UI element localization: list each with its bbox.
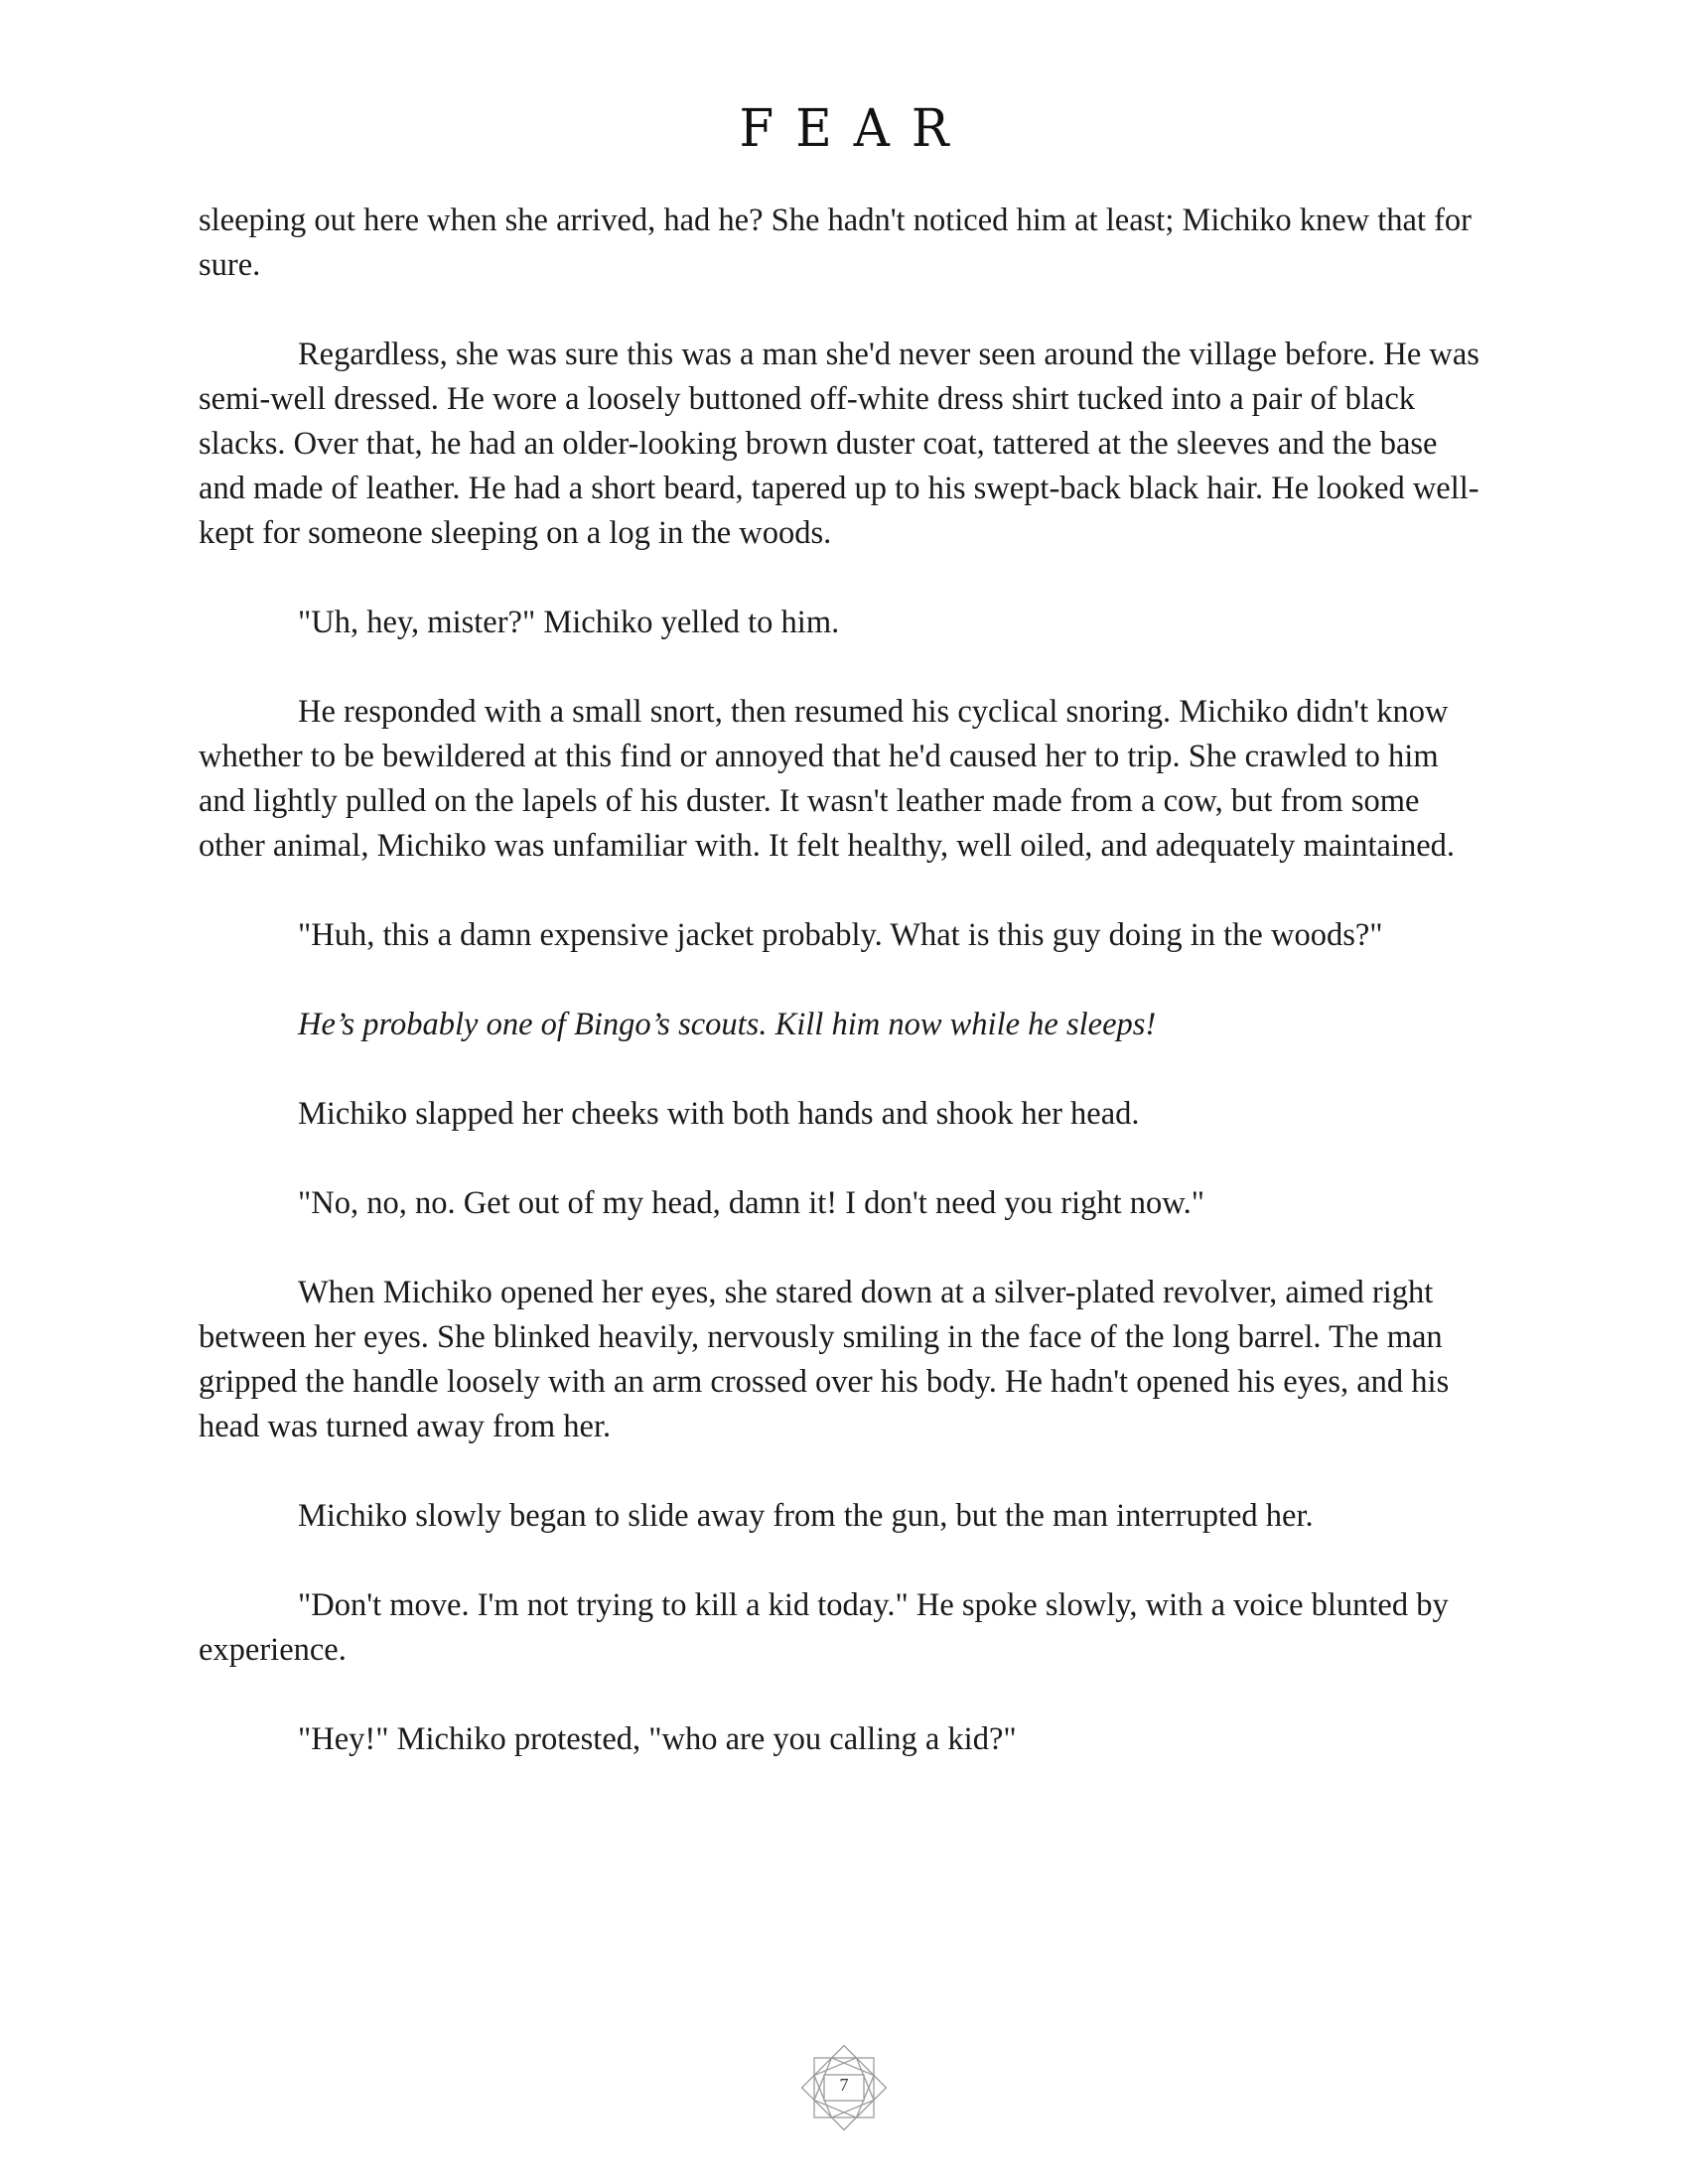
paragraph: "Huh, this a damn expensive jacket probably. What is this guy doing in the woods?" (298, 917, 1383, 953)
page-footer (794, 2038, 894, 2137)
paragraph: "Don't move. I'm not trying to kill a kid today." He spoke slowly, with a voice blunted by experience. (199, 1587, 1449, 1668)
page-header-title: FEAR (739, 97, 971, 159)
page-number: 7 (839, 2075, 849, 2095)
paragraph: When Michiko opened her eyes, she stared down at a silver-plated revolver, aimed right between her eyes. She blinked heavily, nervously smiling in the face of the long barrel. The man gripped the handle loosely with an arm crossed over his body. He hadn't opened his eyes, and his head was turned away from her. (199, 1275, 1450, 1444)
paragraph: Michiko slowly began to slide away from the gun, but the man interrupted her. (298, 1498, 1314, 1534)
inner-thought-paragraph: He’s probably one of Bingo’s scouts. Kill him now while he sleeps! (298, 1007, 1157, 1042)
paragraph: sleeping out here when she arrived, had he? She hadn't noticed him at least; Michiko knew that for sure. (199, 203, 1473, 283)
paragraph: "Uh, hey, mister?" Michiko yelled to him. (298, 605, 840, 640)
paragraph: "No, no, no. Get out of my head, damn it! I don't need you right now." (298, 1185, 1205, 1221)
paragraph: Michiko slapped her cheeks with both hands and shook her head. (298, 1096, 1140, 1132)
paragraph: "Hey!" Michiko protested, "who are you calling a kid?" (298, 1721, 1017, 1757)
paragraph: He responded with a small snort, then resumed his cyclical snoring. Michiko didn't know whether to be bewildered at this find or annoyed that he'd caused her to trip. She crawled to him and lightly pulled on the lapels of his duster. It wasn't leather made from a cow, but from some other animal, Michiko was unfamiliar with. It felt healthy, well oiled, and adequately maintained. (199, 694, 1456, 864)
body-text (199, 199, 1489, 1807)
paragraph: Regardless, she was sure this was a man she'd never seen around the village before. He was semi-well dressed. He wore a loosely buttoned off-white dress shirt tucked into a pair of black slacks. Over that, he had an older-looking brown duster coat, tattered at the sleeves and the base and made of leather. He had a short beard, tapered up to his swept-back black hair. He looked well-kept for someone sleeping on a log in the woods. (199, 337, 1479, 551)
